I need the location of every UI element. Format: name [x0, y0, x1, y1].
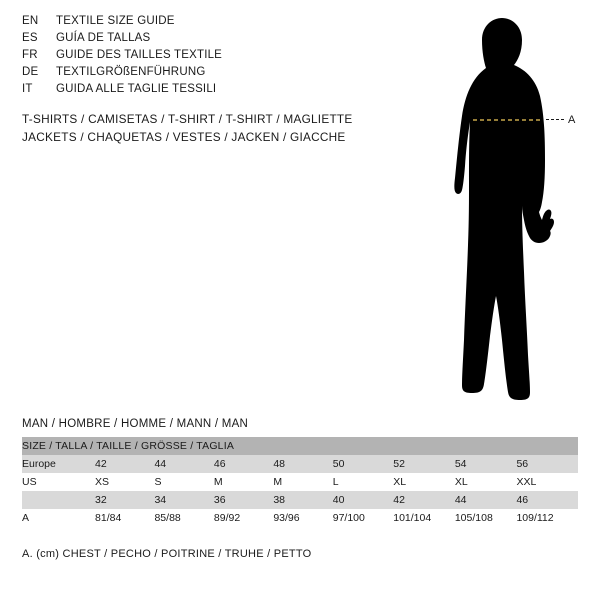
measure-leader-line	[546, 119, 564, 120]
table-cell: XS	[95, 473, 154, 491]
table-cell: 50	[333, 455, 394, 473]
table-cell: 40	[333, 491, 394, 509]
table-cell: XXL	[516, 473, 578, 491]
language-code: FR	[22, 49, 38, 61]
table-cell: 52	[393, 455, 455, 473]
table-cell: 54	[455, 455, 517, 473]
table-cell: 44	[154, 455, 213, 473]
table-cell: 38	[273, 491, 332, 509]
figure-illustration	[400, 10, 600, 410]
language-row	[22, 49, 362, 66]
table-cell: 42	[393, 491, 455, 509]
table-cell: 46	[214, 455, 273, 473]
language-row	[22, 32, 362, 49]
language-list	[22, 15, 362, 100]
table-cell: 105/108	[455, 509, 517, 527]
category-jackets: JACKETS / CHAQUETAS / VESTES / JACKEN / GIACCHE	[22, 130, 346, 144]
table-cell: 46	[516, 491, 578, 509]
table-cell: L	[333, 473, 394, 491]
language-row	[22, 15, 362, 32]
table-cell: 42	[95, 455, 154, 473]
table-cell: 44	[455, 491, 517, 509]
table-cell: 85/88	[154, 509, 213, 527]
category-tshirts: T-SHIRTS / CAMISETAS / T-SHIRT / T-SHIRT / MAGLIETTE	[22, 112, 353, 126]
table-cell: 34	[154, 491, 213, 509]
table-cell: 93/96	[273, 509, 332, 527]
table-header-row	[22, 437, 578, 455]
table-cell: 48	[273, 455, 332, 473]
table-title: MAN / HOMBRE / HOMME / MANN / MAN	[22, 418, 249, 430]
table-cell: 32	[95, 491, 154, 509]
table-header-label: SIZE / TALLA / TAILLE / GRÖSSE / TAGLIA	[22, 437, 578, 455]
table-cell: 89/92	[214, 509, 273, 527]
table-cell: 97/100	[333, 509, 394, 527]
measure-label-a: A	[568, 114, 576, 126]
language-code: EN	[22, 15, 39, 27]
footnote: A. (cm) CHEST / PECHO / POITRINE / TRUHE / PETTO	[22, 548, 312, 560]
table-cell: M	[214, 473, 273, 491]
table-cell: 36	[214, 491, 273, 509]
table-cell: 101/104	[393, 509, 455, 527]
category-list	[22, 110, 442, 146]
male-body-silhouette-icon	[400, 10, 600, 410]
language-code: IT	[22, 83, 33, 95]
table-cell: XL	[393, 473, 455, 491]
row-label: A	[22, 509, 95, 527]
language-row	[22, 83, 362, 100]
language-code: DE	[22, 66, 39, 78]
table-cell: 56	[516, 455, 578, 473]
language-text: TEXTILGRÖßENFÜHRUNG	[56, 66, 206, 78]
row-label: US	[22, 473, 95, 491]
language-code: ES	[22, 32, 38, 44]
table-cell: 109/112	[516, 509, 578, 527]
table-cell: 81/84	[95, 509, 154, 527]
table-cell: XL	[455, 473, 517, 491]
row-label: Europe	[22, 455, 95, 473]
language-row	[22, 66, 362, 83]
language-text: GUÍA DE TALLAS	[56, 32, 151, 44]
table-cell: M	[273, 473, 332, 491]
row-label	[22, 491, 95, 509]
size-table	[22, 437, 578, 527]
table-row	[22, 455, 578, 473]
table-cell: S	[154, 473, 213, 491]
table-row	[22, 473, 578, 491]
table-row	[22, 491, 578, 509]
language-text: GUIDA ALLE TAGLIE TESSILI	[56, 83, 217, 95]
language-text: TEXTILE SIZE GUIDE	[56, 15, 175, 27]
language-text: GUIDE DES TAILLES TEXTILE	[56, 49, 223, 61]
size-table-section	[22, 418, 578, 527]
table-row	[22, 509, 578, 527]
